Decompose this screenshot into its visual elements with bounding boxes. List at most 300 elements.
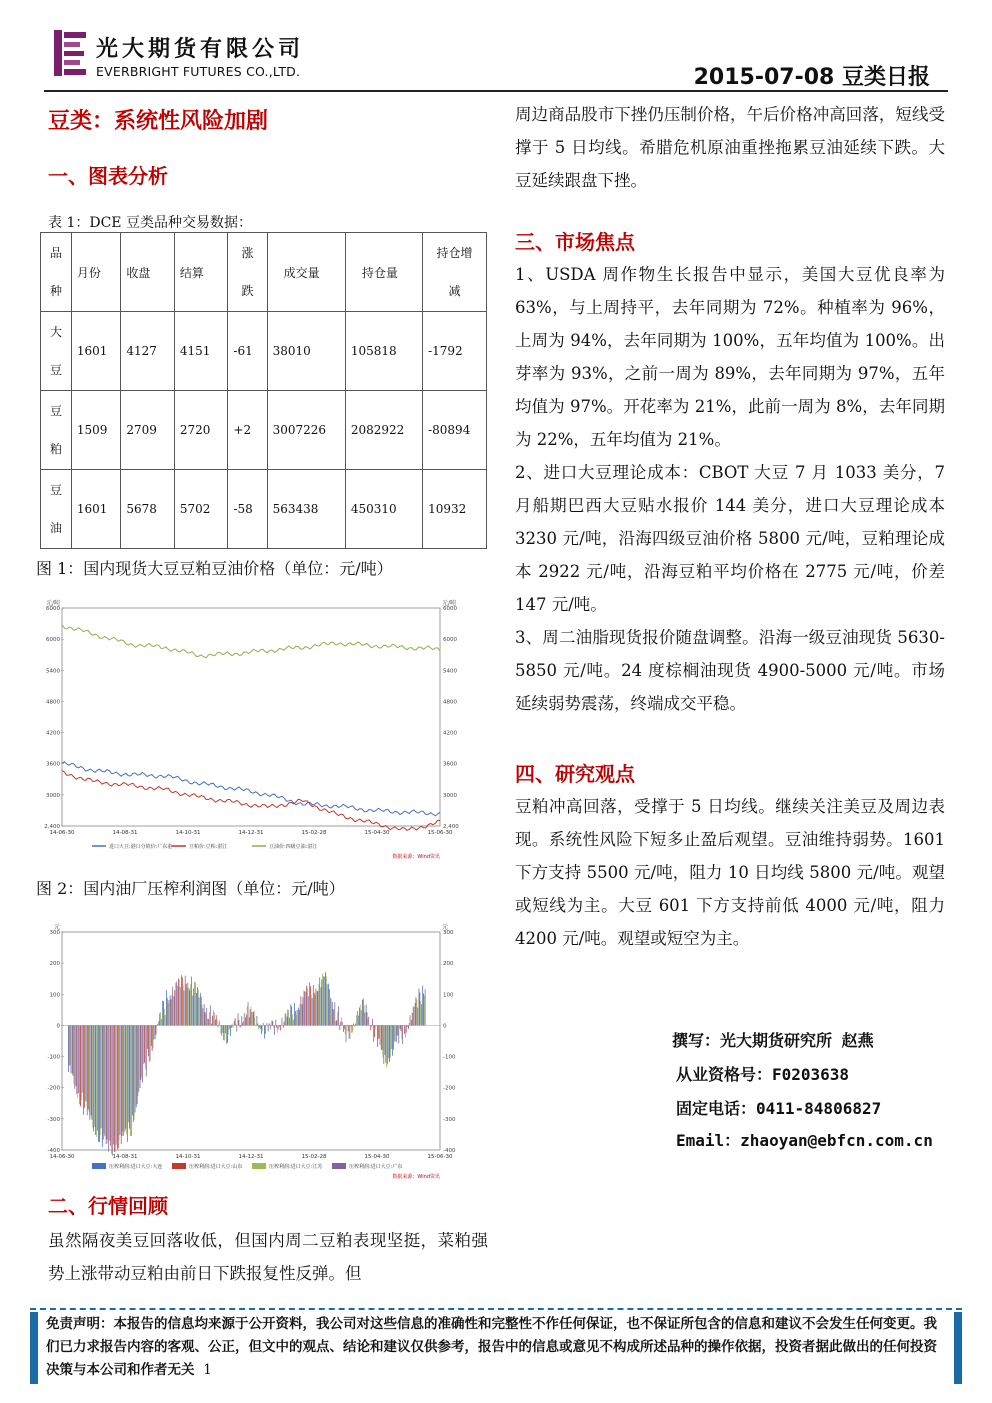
crush-margin-bar [247,1006,248,1025]
crush-margin-bar [409,1023,410,1026]
y-tick-label-left: 6000 [46,637,60,644]
table-cell: 1509 [71,391,120,470]
crush-margin-bar [408,1025,409,1029]
company-logo [54,30,354,84]
crush-margin-bar [153,1025,154,1047]
crush-margin-bar [385,1025,386,1062]
legend-label: 压榨利润:进口大豆:大连 [109,1164,163,1170]
legend-label: 进口大豆:港口分销价:广东港 [109,844,173,850]
crush-margin-bar [156,1025,157,1026]
section3-title: 三、市场焦点 [515,230,635,254]
crush-margin-bar [220,1025,221,1026]
x-tick-label: 14-08-31 [112,1154,138,1160]
focus-item-1: 1、USDA 周作物生长报告中显示，美国大豆优良率为 63%，与上周持平，去年同期为 72%。种植率为 96%，上周为 94%，去年同期为 100%，五年均值为 100%。出芽率为 93%，之前一周为 89%，去年同期为 97%，五年均值为 97%。开花率为 21%，此前一周为 8%，去年同期为 22%，五年均值为 21%。 [515,265,945,449]
crush-margin-bar [171,995,172,1026]
crush-margin-bar [108,1025,109,1151]
crush-margin-bar [318,991,319,1025]
crush-margin-bar [353,1023,354,1025]
y-tick-label-right: 2,400 [443,824,459,830]
crush-margin-bar [367,1019,368,1026]
crush-margin-bar [321,987,322,1025]
crush-margin-bar [91,1025,92,1119]
y-tick-label-left: 3000 [46,792,60,799]
crush-margin-bar [152,1025,153,1051]
everbright-logo-icon [54,30,88,76]
crush-margin-bar [76,1025,77,1086]
legend-label: 压榨利润:进口大豆:江苏 [269,1164,323,1170]
crush-margin-bar [192,996,193,1026]
legend-swatch [172,1163,186,1169]
crush-margin-bar [269,1023,270,1026]
crush-margin-bar [169,1000,170,1025]
crush-margin-bar [253,1012,254,1025]
crush-margin-bar [387,1025,388,1064]
crush-margin-bar [172,987,173,1026]
crush-margin-bar [84,1025,85,1107]
crush-margin-bar [290,1004,291,1025]
crush-margin-bar [92,1025,93,1127]
crush-margin-bar [381,1025,382,1049]
crush-margin-bar [297,1010,298,1026]
crush-margin-bar [143,1025,144,1064]
crush-margin-bar [254,1011,255,1025]
crush-margin-bar [114,1025,115,1152]
crush-margin-bar [359,1008,360,1026]
legend-label: 压榨利润:进口大豆:广东 [349,1164,403,1170]
crush-margin-bar [278,1025,279,1029]
crush-margin-bar [298,1008,299,1026]
crush-margin-bar [390,1025,391,1057]
focus-item-2: 2、进口大豆理论成本：CBOT 大豆 7 月 1033 美分，7 月船期巴西大豆贴水报价 144 美分，进口大豆理论成本 3230 元/吨，沿海四级豆油价格 5800 元/吨，豆粕理论成本 2922 元/吨，沿海豆粕平均价格在 2775 元/吨，价差 147 元/吨。 [515,463,945,614]
crush-margin-bar [304,991,305,1025]
crush-margin-bar [79,1025,80,1104]
crush-margin-bar [257,1023,258,1025]
crush-margin-bar [149,1025,150,1062]
crush-margin-bar [240,1025,241,1027]
crush-margin-bar [288,1010,289,1025]
crush-margin-bar [343,1025,344,1032]
crush-margin-bar [116,1025,117,1145]
crush-margin-bar [376,1025,377,1026]
crush-margin-bar [160,1012,161,1025]
crush-margin-bar [354,1025,355,1026]
table-row [41,312,487,391]
crush-margin-bar [377,1025,378,1046]
crush-margin-bar [101,1025,102,1128]
y-tick-label-right: 0 [443,1023,447,1030]
crush-margin-bar [236,1025,237,1031]
crush-margin-bar [167,998,168,1025]
crush-margin-bar [150,1025,151,1061]
crush-margin-bar [234,1021,235,1025]
crush-margin-bar [112,1025,113,1155]
crush-margin-bar [332,1002,333,1026]
y-axis-unit-right: 元/吨 [442,600,457,607]
crush-margin-bar [398,1025,399,1043]
stacked-cell-text: 豆 油 [49,483,62,535]
crush-margin-bar [121,1025,122,1144]
crush-margin-bar [389,1025,390,1062]
crush-margin-bar [193,989,194,1026]
figure2-caption: 图 2：国内油厂压榨利润图（单位：元/吨） [36,879,345,898]
crush-margin-bar [186,984,187,1026]
crush-margin-bar [279,1025,280,1026]
crush-margin-bar [274,1025,275,1034]
crush-margin-bar [206,1008,207,1026]
crush-margin-bar [364,1013,365,1026]
crush-margin-bar [419,993,420,1026]
crush-margin-bar [364,1005,365,1025]
legend-swatch [252,1163,266,1169]
focus-item-3: 3、周二油脂现货报价随盘调整。沿海一级豆油现货 5630-5850 元/吨。24 度棕榈油现货 4900-5000 元/吨。市场延续弱势震荡，终端成交平稳。 [515,628,945,713]
crush-margin-bar [107,1025,108,1143]
crush-margin-bar [250,1009,251,1025]
crush-margin-bar [238,1020,239,1026]
crush-margin-bar [330,997,331,1026]
crush-margin-bar [201,997,202,1026]
crush-margin-bar [336,1020,337,1026]
report-title: 2015-07-08 豆类日报 [693,65,930,90]
y-tick-label-right: 200 [443,961,454,968]
crush-margin-bar [111,1025,112,1154]
crush-margin-bar [334,1002,335,1025]
crush-margin-bar [195,982,196,1025]
crush-margin-bar [347,1025,348,1026]
chart-source: 数据来源：Wind资讯 [392,1174,440,1180]
crush-margin-bar [199,998,200,1026]
y-tick-label-right: 4800 [443,699,457,706]
header-divider [44,90,948,92]
crush-margin-bar [324,977,325,1026]
crush-margin-bar [269,1024,270,1026]
crush-margin-bar [272,1021,273,1026]
section1-title: 一、图表分析 [48,164,168,188]
crush-margin-bar [132,1025,133,1115]
table-cell: 450310 [345,470,422,549]
crush-margin-bar [276,1025,277,1027]
crush-margin-bar [307,988,308,1025]
crush-margin-bar [263,1023,264,1026]
disclaimer-right-bar [954,1312,962,1384]
crush-margin-bar [238,1013,239,1025]
crush-margin-bar [229,1025,230,1029]
y-axis-unit-left: 元/吨 [45,600,60,607]
crush-margin-bar [214,1013,215,1026]
crush-margin-bar [236,1024,237,1026]
price-series-line [62,625,440,658]
crush-margin-bar [340,1022,341,1026]
crush-margin-bar [73,1025,74,1075]
crush-margin-bar [398,1025,399,1036]
crush-margin-bar [182,977,183,1025]
crush-margin-bar [266,1023,267,1025]
y-tick-label-left: -300 [47,1116,60,1123]
crush-margin-bar [352,1025,353,1032]
crush-margin-bar [179,979,180,1025]
section2-text-right [515,98,945,197]
crush-margin-bar [327,984,328,1025]
table-cell: 3007226 [267,391,345,470]
crush-margin-bar [361,1010,362,1025]
crush-margin-bar [268,1025,269,1031]
y-tick-label-right: 4200 [443,730,457,737]
x-tick-label: 15-06-30 [427,1154,453,1160]
legend-label: 压榨利润:进口大豆:山东 [189,1164,243,1170]
crush-margin-bar [146,1025,147,1076]
y-tick-label-right: 3600 [443,761,457,768]
research-view-paragraph: 豆粕冲高回落，受撑于 5 日均线。继续关注美豆及周边表现。系统性风险下短多止盈后观望。豆油维持弱势。1601 下方支持 5500 元/吨，阻力 10 日均线 5800 元/吨。观望或短线为主。大豆 601 下方支持前低 4000 元/吨，阻力 4200 元/吨。观望或短空为主。 [515,797,945,948]
y-tick-label-right: -100 [443,1054,456,1061]
crush-margin-bar [223,1025,224,1033]
crush-margin-bar [299,1010,300,1026]
x-tick-label: 15-06-30 [427,830,453,836]
crush-margin-bar [125,1025,126,1131]
crush-margin-bar [346,1025,347,1042]
crush-margin-bar [305,992,306,1026]
crush-margin-bar [261,1025,262,1034]
crush-margin-bar [131,1025,132,1136]
crush-margin-bar [141,1025,142,1077]
crush-margin-bar [231,1025,232,1028]
crush-margin-bar [151,1025,152,1045]
table-cell: -80894 [423,391,487,470]
crush-margin-bar [322,974,323,1026]
crush-margin-bar [306,986,307,1026]
table-cell: 563438 [267,470,345,549]
table-cell: -61 [228,312,267,391]
x-tick-label: 14-12-31 [238,830,264,836]
x-tick-label: 15-02-28 [301,1154,327,1160]
crush-margin-bar [97,1025,98,1130]
crush-margin-bar [189,988,190,1025]
crush-margin-bar [218,1025,219,1027]
crush-margin-bar [89,1025,90,1111]
crush-margin-bar [328,984,329,1026]
crush-margin-bar [401,1025,402,1031]
crush-margin-bar [388,1025,389,1058]
crush-margin-bar [244,1013,245,1025]
crush-margin-bar [420,1001,421,1026]
crush-margin-bar [80,1025,81,1106]
section3-text [515,258,945,720]
table-cell: 5678 [121,470,175,549]
crush-margin-bar [135,1025,136,1112]
crush-margin-bar [405,1025,406,1037]
crush-margin-bar [93,1025,94,1131]
crush-margin-bar [373,1025,374,1041]
crush-margin-bar [416,997,417,1025]
crush-margin-bar [382,1025,383,1050]
crush-margin-bar [417,1008,418,1026]
crush-margin-bar [303,991,304,1026]
crush-margin-bar [262,1025,263,1031]
table-cell: 1601 [71,312,120,391]
y-tick-label-right: -200 [443,1085,456,1092]
crush-margin-bar [246,1015,247,1026]
crush-margin-bar [119,1025,120,1140]
crush-margin-bar [255,1025,256,1026]
crush-margin-bar [360,1005,361,1026]
crush-margin-bar [245,1018,246,1026]
crush-margin-bar [300,996,301,1025]
crush-margin-bar [308,996,309,1025]
crush-margin-bar [138,1025,139,1091]
crush-margin-bar [120,1025,121,1134]
crush-margin-bar [159,1013,160,1025]
crush-margin-bar [233,1025,234,1027]
crush-margin-bar [163,1001,164,1025]
crush-margin-bar [292,1015,293,1026]
crush-margin-bar [221,1025,222,1035]
crush-margin-bar [321,980,322,1026]
crush-margin-bar [348,1025,349,1031]
crush-margin-bar [412,1013,413,1026]
stacked-cell-text: 涨 跌 [241,246,254,298]
crush-margin-bar [174,990,175,1025]
table-cell: 5702 [174,470,228,549]
crush-margin-bar [226,1025,227,1044]
crush-margin-bar [91,1025,92,1115]
crush-margin-bar [85,1025,86,1101]
x-tick-label: 14-06-30 [49,1154,75,1160]
crush-margin-bar [273,1025,274,1028]
crush-margin-bar [219,1021,220,1026]
crush-margin-bar [198,990,199,1026]
crush-margin-bar [87,1025,88,1115]
crush-margin-bar [205,1014,206,1026]
table-cell: 1601 [71,470,120,549]
crush-margin-bar [187,988,188,1026]
crush-margin-bar [98,1025,99,1141]
table-cell: 105818 [345,312,422,391]
table-header-cell: 收盘 [121,233,175,312]
page-number: 1 [203,1362,212,1378]
crush-margin-bar [264,1025,265,1038]
crush-margin-bar [102,1025,103,1147]
crush-margin-bar [243,1021,244,1025]
phone-line: 固定电话：0411-84806827 [676,1099,882,1118]
crush-margin-bar [123,1025,124,1135]
crush-margin-bar [82,1025,83,1092]
crush-margin-bar [338,1006,339,1025]
crush-margin-bar-chart [36,922,466,1184]
crush-margin-bar [162,1001,163,1026]
crush-margin-bar [211,1024,212,1026]
y-tick-label-right: 300 [443,930,454,936]
crush-margin-bar [413,1006,414,1025]
y-tick-label-right: 5400 [443,668,457,675]
crush-margin-bar [352,1025,353,1031]
crush-margin-bar [239,1025,240,1027]
table-header-row [41,233,487,312]
crush-margin-bar [204,1004,205,1025]
table-header-cell: 月份 [71,233,120,312]
crush-margin-bar [362,1000,363,1026]
crush-margin-bar [370,1025,371,1030]
crush-margin-bar [383,1025,384,1064]
crush-margin-bar [393,1025,394,1049]
crush-margin-bar [210,1005,211,1025]
crush-margin-bar [317,991,318,1026]
section2-paragraph-right: 周边商品股市下挫仍压制价格，午后价格冲高回落，短线受撑于 5 日均线。希腊危机原油重挫拖累豆油延续下跌。大豆延续跟盘下挫。 [515,105,945,190]
crush-margin-bar [133,1025,134,1121]
crush-margin-bar [315,989,316,1026]
crush-margin-bar [76,1025,77,1094]
spot-price-line-chart [36,598,466,860]
author-line: 撰写：光大期货研究所 赵燕 [672,1031,874,1050]
crush-margin-bar [148,1025,149,1056]
y-tick-label-right: 3000 [443,792,457,799]
crush-margin-bar [155,1025,156,1039]
y-axis-unit-left: 元 [53,924,60,931]
crush-margin-bar [310,986,311,1025]
crush-margin-bar [230,1025,231,1036]
crush-margin-bar [227,1025,228,1042]
crush-margin-bar [256,1016,257,1026]
crush-margin-bar [287,1017,288,1026]
crush-margin-bar [95,1025,96,1135]
crush-margin-bar [382,1025,383,1057]
crush-margin-bar [191,977,192,1026]
table-row [41,391,487,470]
crush-margin-bar [411,1020,412,1026]
crush-margin-bar [374,1025,375,1037]
y-tick-label-left: 300 [49,930,60,936]
section2-text-left [48,1224,488,1290]
y-tick-label-left: 6000 [46,606,60,612]
crush-margin-bar [164,1009,165,1026]
crush-margin-bar [178,979,179,1026]
crush-margin-bar [277,1025,278,1032]
crush-margin-bar [138,1025,139,1096]
crush-margin-bar [258,1025,259,1029]
crush-margin-bar [74,1025,75,1088]
legend-swatch [332,1163,346,1169]
x-tick-label: 14-06-30 [49,830,75,836]
crush-margin-bar [400,1025,401,1028]
y-tick-label-left: 2,400 [44,824,60,830]
crush-margin-bar [202,1005,203,1026]
stacked-cell-text: 大 豆 [49,325,62,377]
crush-margin-bar [342,1022,343,1026]
table-cell: -1792 [423,312,487,391]
table-cell: 4151 [174,312,228,391]
table-cell: 2709 [121,391,175,470]
crush-margin-bar [345,1025,346,1034]
crush-margin-bar [73,1025,74,1083]
crush-margin-bar [209,1012,210,1026]
crush-margin-bar [375,1025,376,1029]
crush-margin-bar [410,1015,411,1025]
crush-margin-bar [289,1018,290,1026]
crush-margin-bar [165,1015,166,1026]
crush-margin-bar [341,1018,342,1026]
crush-margin-bar [217,1019,218,1025]
crush-margin-bar [212,1016,213,1026]
crush-margin-bar [140,1025,141,1088]
crush-margin-bar [329,989,330,1026]
crush-margin-bar [142,1025,143,1082]
stacked-cell-text: 品 种 [49,246,62,298]
table-cell: 2720 [174,391,228,470]
crush-margin-bar [285,1013,286,1025]
table-header-cell [423,233,487,312]
crush-margin-bar [294,1003,295,1025]
y-tick-label-left: 3600 [46,761,60,768]
crush-margin-bar [351,1025,352,1026]
crush-margin-bar [220,1025,221,1034]
crush-margin-bar [254,1018,255,1026]
